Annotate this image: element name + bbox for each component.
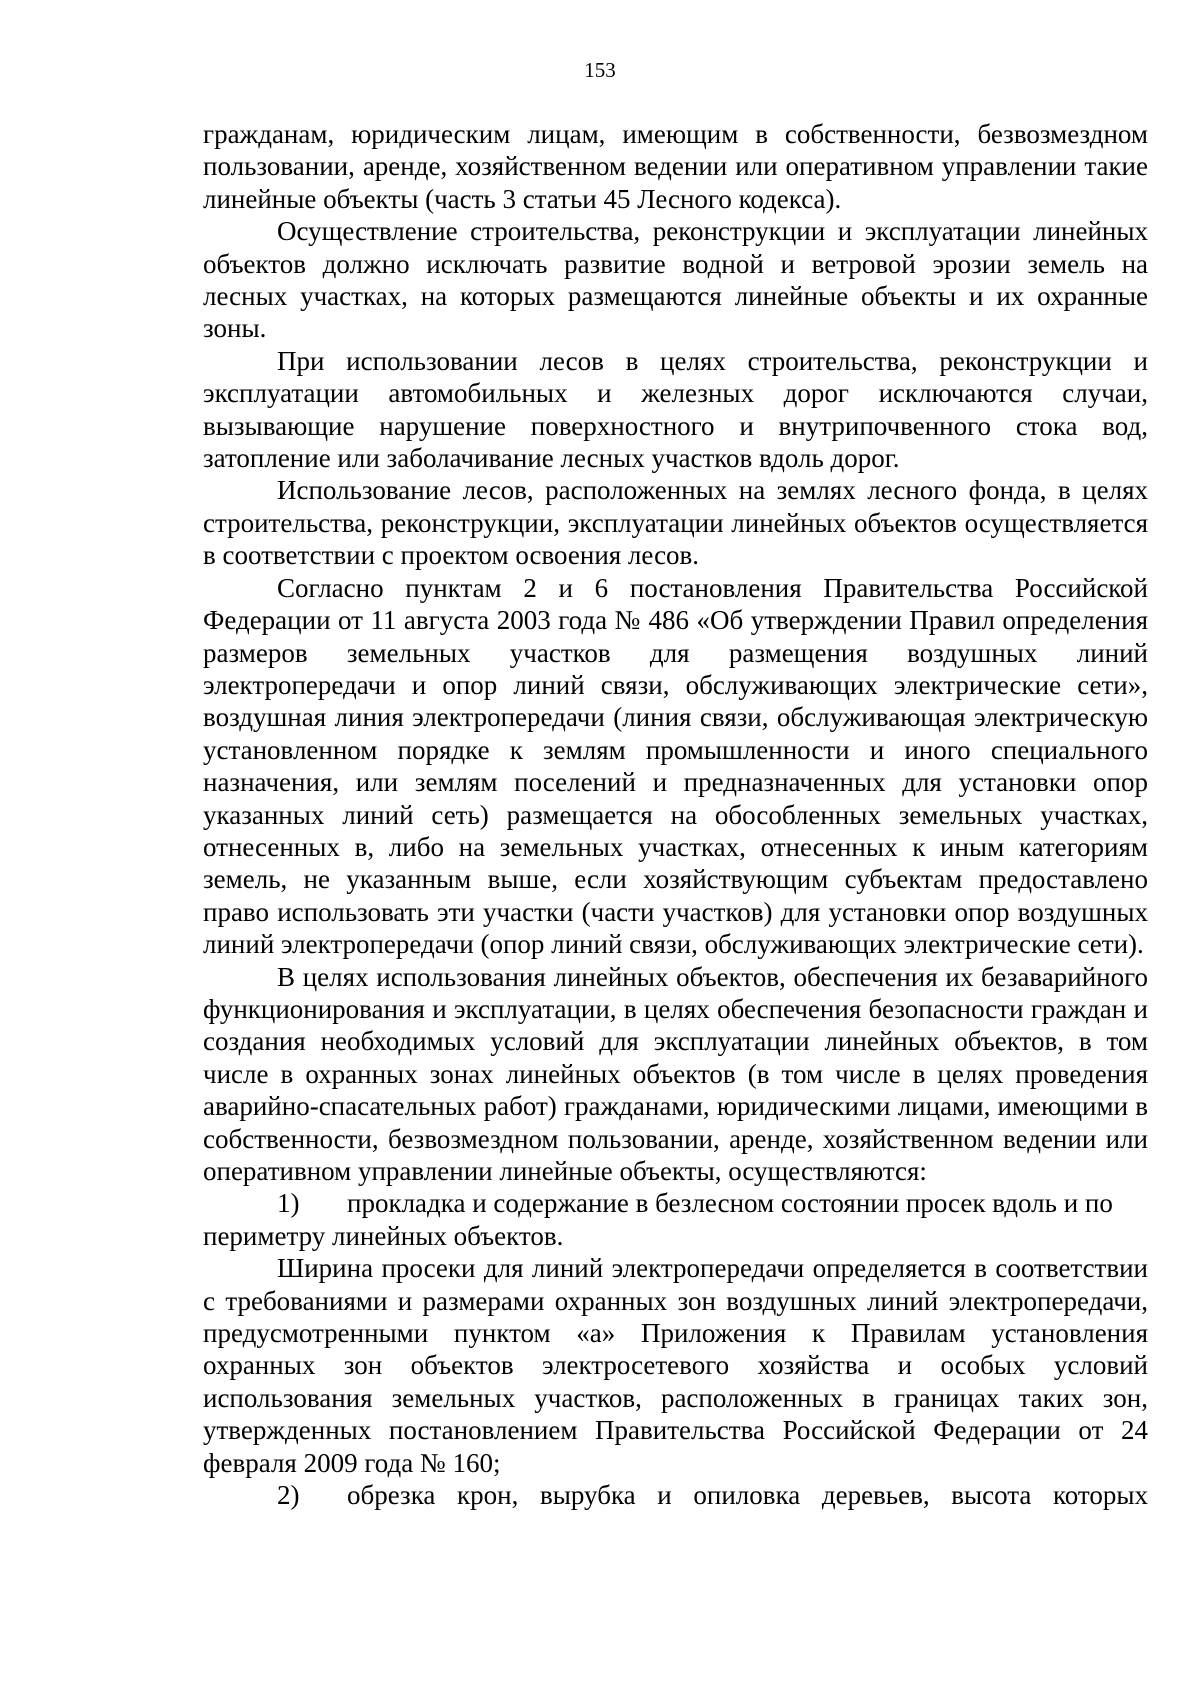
paragraph-construction-erosion: Осуществление строительства, реконструкции и эксплуатации линейных объектов должно исключать развитие водной и ветровой эрозии земель на лесных участках, на которых размещаются линейные объекты и их охранные зоны. [203,216,1148,344]
paragraph-roads-drainage: При использовании лесов в целях строительства, реконструкции и эксплуатации автомобильных и железных дорог исключаются случаи, вызывающие нарушение поверхностного и внутрипочвенного стока вод, затопление или заболачивание лесных участков вдоль дорог. [203,345,1148,474]
list-item-text: обрезка крон, вырубка и опиловка деревьев, высота которых [347,1480,1148,1511]
paragraph-forest-use-project: Использование лесов, расположенных на землях лесного фонда, в целях строительства, реконструкции, эксплуатации линейных объектов осуществляется в соответствии с проектом освоения лесов. [203,475,1148,571]
list-item-1 [203,1187,1148,1219]
list-item-2 [203,1479,1148,1511]
paragraph-government-decree: Согласно пунктам 2 и 6 постановления Правительства Российской Федерации от 11 августа 2003 года № 486 «Об утверждении Правил определения размеров земельных участков для размещения воздушных линий электропередачи и опор линий связи, обслуживающих электрические сети», воздушная линия электропередачи (линия связи, обслуживающая электрическую установленном порядке к землям промышленности и иного специального назначения, или землям поселений и предназначенных для установки опор указанных линий сеть) размещается на обособленных земельных участках, отнесенных в, либо на земельных участках, отнесенных к иным категориям земель, не указанным выше, если хозяйствующим субъектам предоставлено право использовать эти участки (части участков) для установки опор воздушных линий электропередачи (опор линий связи, обслуживающих электрические сети). [203,572,1148,960]
list-item-number: 1) [277,1188,300,1219]
list-item-number: 2) [277,1480,300,1511]
list-item-text: прокладка и содержание в безлесном состоянии просек вдоль и по [347,1188,1113,1219]
paragraph-linear-objects-purposes: В целях использования линейных объектов, обеспечения их безаварийного функционирования и эксплуатации, в целях обеспечения безопасности граждан и создания необходимых условий для эксплуатации линейных объектов, в том числе в охранных зонах линейных объектов (в том числе в целях проведения аварийно-спасательных работ) гражданами, юридическими лицами, имеющими в собственности, безвозмездном пользовании, аренде, хозяйственном ведении или оперативном управлении линейные объекты, осуществляются: [203,961,1148,1186]
list-item-continuation: периметру линейных объектов. [203,1220,564,1251]
body-text [203,118,1148,1511]
paragraph-clearing-width: Ширина просеки для линий электропередачи определяется в соответствии с требованиями и размерами охранных зон воздушных линий электропередачи, предусмотренными пунктом «а» Приложения к Правилам установления охранных зон объектов электросетевого хозяйства и особых условий использования земельных участков, расположенных в границах таких зон, утвержденных постановлением Правительства Российской Федерации от 24 февраля 2009 года № 160; [203,1253,1148,1478]
paragraph-continuation: гражданам, юридическим лицам, имеющим в собственности, безвозмездном пользовании, аренде, хозяйственном ведении или оперативном управлении такие линейные объекты (часть 3 статьи 45 Лесного кодекса). [203,119,1148,214]
page-number: 153 [584,58,616,82]
